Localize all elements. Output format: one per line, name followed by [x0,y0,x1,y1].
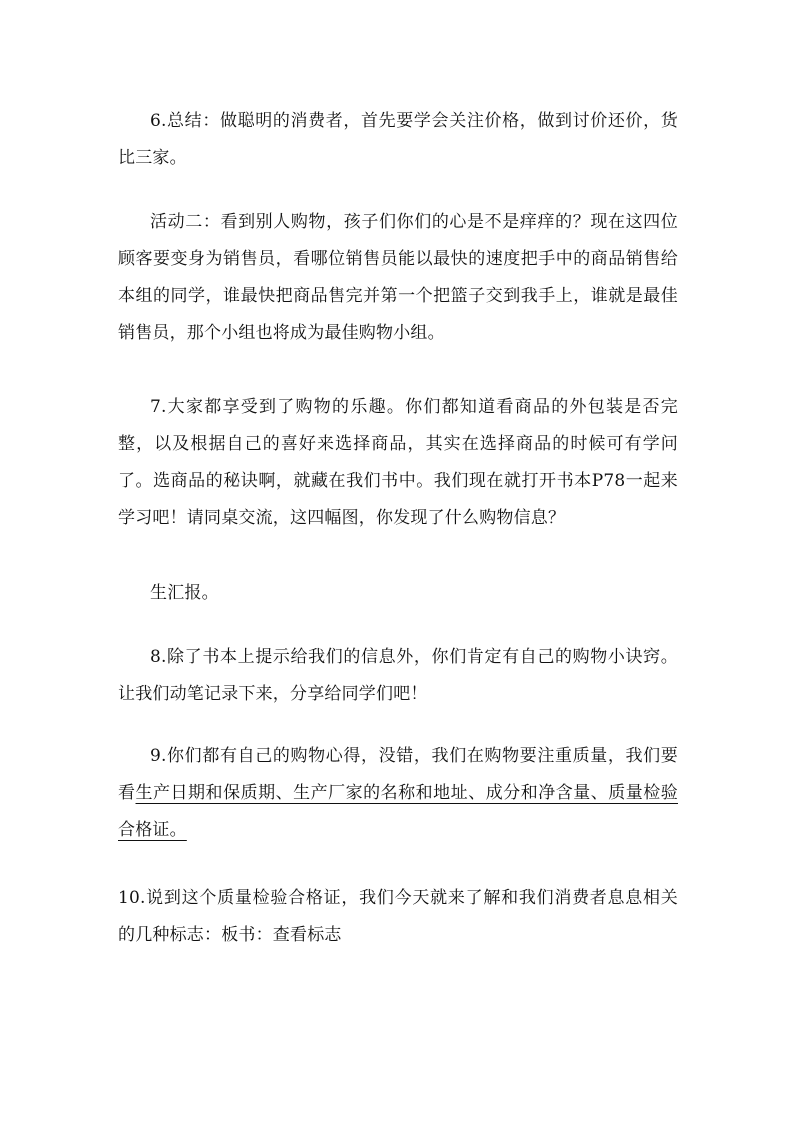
paragraph-student-report: 生汇报。 [150,583,219,603]
paragraph-item-7: 7.大家都享受到了购物的乐趣。你们都知道看商品的外包装是否完整，以及根据自己的喜好来选择商品，其实在选择商品的时候可有学问了。选商品的秘诀啊，就藏在我们书中。我们现在就打开书本P78一起来学习吧！请同桌交流，这四幅图，你发现了什么购物信息？ [118,397,678,528]
paragraph-item-10: 10.说到这个质量检验合格证，我们今天就来了解和我们消费者息息相关的几种标志：板书：查看标志 [118,888,678,945]
underlined-quality-list: 生产日期和保质期、生产厂家的名称和地址、成分和净含量、质量检验合格证。 [118,783,678,840]
paragraph-item-8: 8.除了书本上提示给我们的信息外，你们肯定有自己的购物小诀窍。让我们动笔记录下来，分享给同学们吧！ [118,647,678,704]
paragraph-item-9 [118,738,678,849]
paragraph-activity-2: 活动二：看到别人购物，孩子们你们的心是不是痒痒的？现在这四位顾客要变身为销售员，看哪位销售员能以最快的速度把手中的商品销售给本组的同学，谁最快把商品售完并第一个把篮子交到我手上，谁就是最佳销售员，那个小组也将成为最佳购物小组。 [118,212,678,343]
paragraph-item-9-text: 9.你们都有自己的购物心得，没错，我们在购物要注重质量，我们要看 [118,746,678,803]
paragraph-summary-6: 6.总结：做聪明的消费者，首先要学会关注价格，做到讨价还价，货比三家。 [118,111,678,168]
